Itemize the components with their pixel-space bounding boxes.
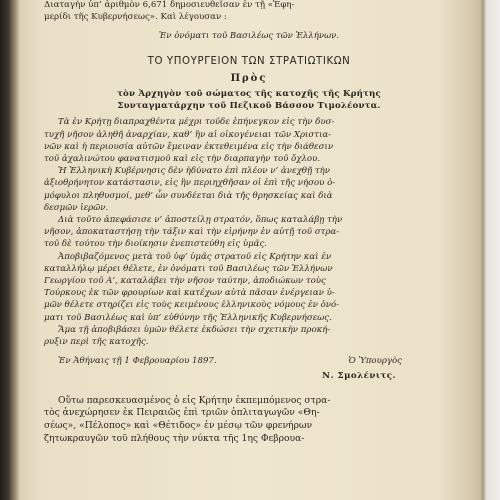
signature-name: Ν. Σμολένιτς. — [322, 371, 396, 382]
paragraph-3-line-1: Διὰ τοῦτο ἀπεφάσισε ν’ ἀποστείλῃ στρατόν, ὅπως καταλάβῃ τὴν — [58, 215, 343, 226]
page-edge-shadow — [480, 0, 486, 500]
paragraph-5-line-1: Ἅμα τῇ ἀποβιβάσει ὑμῶν θέλετε ἐκδώσει τὴν σχετικὴν προκή- — [58, 324, 331, 335]
pros-label: Πρὸς — [230, 72, 268, 84]
paragraph-4-line-6: ματι τοῦ Βασιλέως καὶ ὑπ’ εὐθύνην τῆς Ἑλληνικῆς Κυβερνήσεως. — [44, 312, 332, 323]
paragraph-4-line-4: Τούρκους ἐκ τῶν φρουρίων καὶ κατέχων αὐτὰ πᾶσαν ἐνέργειαν ὑ- — [44, 288, 335, 299]
paragraph-3-line-3: τοῦ δὲ τούτου τὴν διοίκησιν ἐνεπιστεύθη εἰς ὑμᾶς. — [44, 239, 268, 250]
paragraph-1-line-4: τοῦ ἀχαλινώτου φανατισμοῦ καὶ εἰς τὴν διαρπαγὴν τοῦ ὄχλου. — [44, 154, 321, 165]
printed-text-block — [44, 0, 454, 446]
paragraph-4-line-2: καταλλήλῳ μέρει θέλετε, ἐν ὀνόματι τοῦ Βασιλέως τῶν Ἑλλήνων — [44, 263, 333, 274]
intro-line-1: Διαταγὴν ὑπ’ ἀριθμὸν 6,671 δημοσιευθεῖσαν ἐν τῇ «Ἐφη- — [44, 0, 295, 10]
letter-body — [44, 116, 454, 348]
ministry-heading: ΤΟ ΥΠΟΥΡΓΕΙΟΝ ΤΩΝ ΣΤΡΑΤΙΩΤΙΚΩΝ — [147, 55, 351, 67]
paragraph-2-line-2: ἀξιοθρήνητον κατάστασιν, εἰς ἣν περιηχθῆσαν οἱ ἐπὶ τῆς νήσου ὁ- — [44, 178, 336, 189]
paragraph-3-line-2: νῆσον, ἀποκαταστήσῃ τὴν τάξιν καὶ τὴν εἰρήνην ἐν αὐτῇ τοῦ στρα- — [44, 227, 340, 238]
paragraph-1-line-3: νῶν καὶ ἡ περιουσία αὐτῶν ἔμειναν ἐκτεθειμένα εἰς τὴν διάθεσιν — [44, 141, 334, 152]
intro-line-2: μερίδι τῆς Κυβερνήσεως». Καὶ λέγουσαν : — [44, 12, 227, 23]
paragraph-4-line-1: Ἀποβιβαζόμενος μετὰ τοῦ ὑφ’ ὑμᾶς στρατοῦ εἰς Κρήτην καὶ ἐν — [58, 251, 332, 262]
addressee-line-1: τὸν Ἀρχηγὸν τοῦ σώματος τῆς κατοχῆς τῆς Κρήτης — [117, 89, 381, 100]
date-signature-row — [44, 355, 454, 367]
paragraph-2-line-1: Ἡ Ἑλληνικὴ Κυβέρνησις δὲν ἠδύνατο ἐπὶ πλέον ν’ ἀνεχθῇ τὴν — [58, 166, 330, 177]
closing-line-4: ζητωκραυγῶν τοῦ πλήθους τὴν νύκτα τῆς 1ης Φεβρουα- — [44, 433, 305, 445]
signature-title: Ὁ Ὑπουργὸς — [348, 356, 402, 367]
closing-narrative — [44, 395, 454, 446]
addressee-line-2: Συνταγματάρχην τοῦ Πεζικοῦ Βάσσον Τιμολέοντα. — [117, 101, 381, 112]
paragraph-4-line-3: Γεωργίου τοῦ Α’, καταλάβει τὴν νῆσον ταύτην, ἀποδιώκων τοὺς — [44, 276, 326, 287]
closing-line-1: Οὕτω παρεσκευασμένος ὁ εἰς Κρήτην ἐκπεμπόμενος στρα- — [58, 394, 331, 406]
paragraph-1-line-1: Τὰ ἐν Κρήτῃ διαπραχθέντα μέχρι τοῦδε ἐπήνεγκον εἰς τὴν δυσ- — [58, 117, 335, 128]
paragraph-2-line-4: δεσμῶν ἱερῶν. — [44, 202, 109, 213]
paragraph-4-line-5: μῶν θέλετε στηρίζει εἰς τοὺς κειμένους ἑλληνικοὺς νόμους ἐν ὀνό- — [44, 300, 340, 311]
closing-line-2: τὸς ἀνεχώρησεν ἐκ Πειραιῶς ἐπὶ τριῶν ὁπλιταγωγῶν «Θη- — [44, 407, 320, 419]
book-binding-shadow — [0, 0, 20, 500]
paragraph-5-line-2: ρυξιν περὶ τῆς κατοχῆς. — [44, 337, 149, 348]
paragraph-2-line-3: μόφυλοι πληθυσμοί, μεθ’ ὧν συνδέεται διὰ τῆς θρησκείας καὶ διὰ — [44, 190, 333, 201]
closing-line-3: σέως», «Πέλοπος» καὶ «Θέτιδος» ἐν μέσῳ τῶν φρενήρων — [44, 420, 313, 432]
date-line: Ἐν Ἀθήναις τῇ 1 Φεβρουαρίου 1897. — [58, 356, 217, 367]
paragraph-1-line-2: τυχῆ νῆσον ἀληθῆ ἀναρχίαν, καθ’ ἣν αἱ οἰκογένειαι τῶν Χριστια- — [44, 129, 332, 140]
royal-formula: Ἐν ὀνόματι τοῦ Βασιλέως τῶν Ἑλλήνων. — [158, 31, 340, 42]
